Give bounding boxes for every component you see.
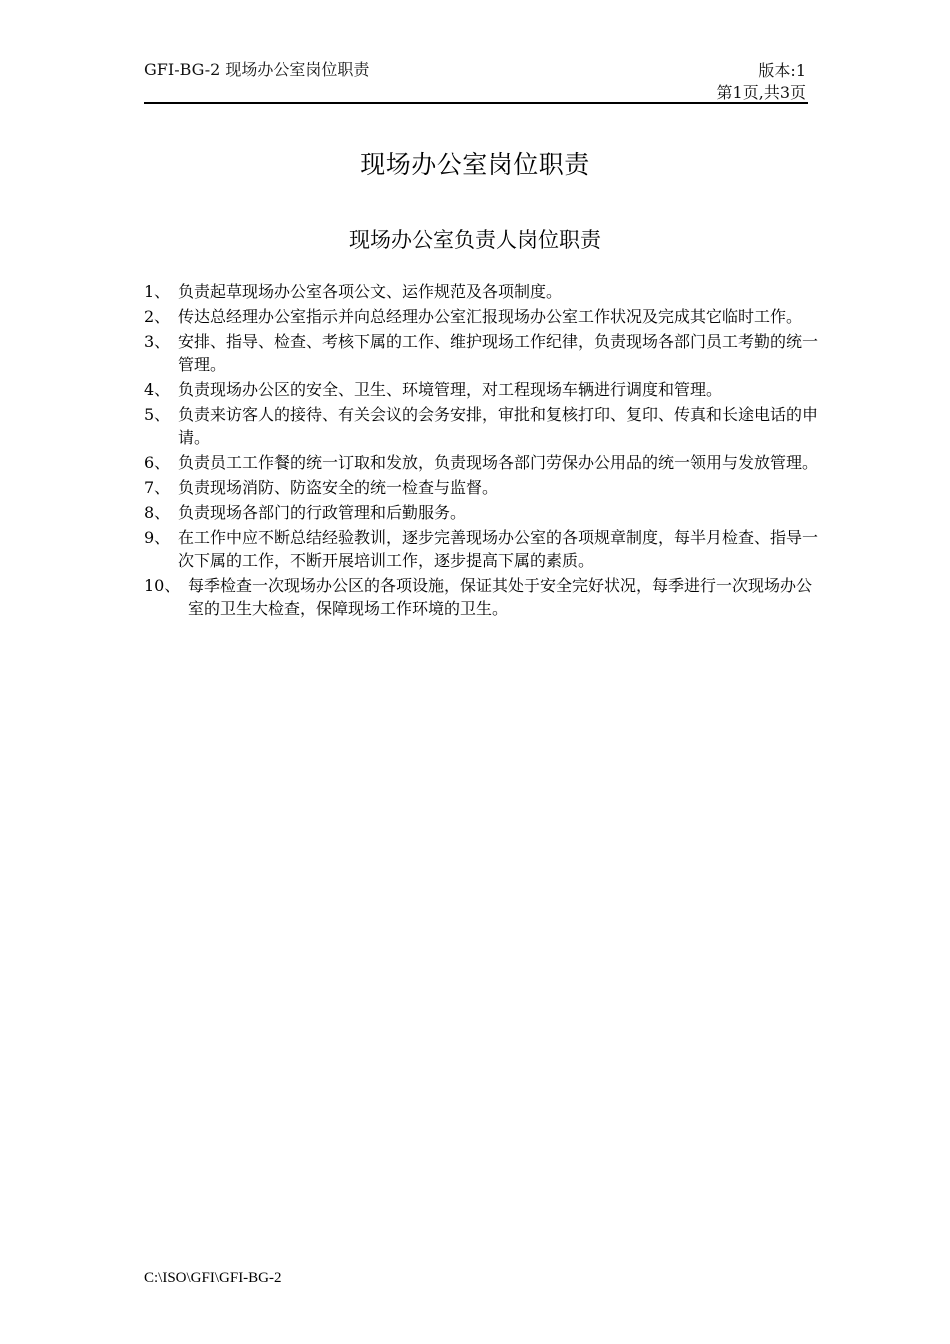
list-item bbox=[144, 526, 820, 572]
item-text: 负责现场办公区的安全、卫生、环境管理，对工程现场车辆进行调度和管理。 bbox=[178, 380, 723, 399]
version-label: 版本:1 bbox=[758, 61, 806, 80]
list-item bbox=[144, 501, 820, 524]
header-divider bbox=[144, 102, 808, 104]
list-item bbox=[144, 330, 820, 376]
item-text: 负责员工工作餐的统一订取和发放，负责现场各部门劳保办公用品的统一领用与发放管理。 bbox=[178, 453, 819, 472]
list-item bbox=[144, 451, 820, 474]
list-item bbox=[144, 378, 820, 401]
item-number: 5、 bbox=[144, 405, 171, 424]
item-number: 3、 bbox=[144, 332, 171, 351]
item-number: 8、 bbox=[144, 503, 171, 522]
item-text: 负责来访客人的接待、有关会议的会务安排，审批和复核打印、复印、传真和长途电话的申请。 bbox=[178, 405, 819, 447]
duty-list bbox=[144, 280, 820, 622]
list-item bbox=[144, 476, 820, 499]
list-item bbox=[144, 280, 820, 303]
item-text: 负责现场各部门的行政管理和后勤服务。 bbox=[178, 503, 467, 522]
item-number: 4、 bbox=[144, 380, 171, 399]
item-text: 负责起草现场办公室各项公文、运作规范及各项制度。 bbox=[178, 282, 563, 301]
item-text: 安排、指导、检查、考核下属的工作、维护现场工作纪律，负责现场各部门员工考勤的统一管理。 bbox=[178, 332, 819, 374]
list-item bbox=[144, 403, 820, 449]
item-number: 6、 bbox=[144, 453, 171, 472]
item-number: 9、 bbox=[144, 528, 171, 547]
page-info: 第1页,共3页 bbox=[716, 83, 806, 102]
footer-file-path: C:\ISO\GFI\GFI-BG-2 bbox=[144, 1270, 282, 1286]
item-text: 负责现场消防、防盗安全的统一检查与监督。 bbox=[178, 478, 499, 497]
item-number: 2、 bbox=[144, 307, 171, 326]
document-title: 现场办公室岗位职责 bbox=[360, 150, 590, 179]
header-meta bbox=[717, 60, 806, 104]
item-text: 在工作中应不断总结经验教训，逐步完善现场办公室的各项规章制度，每半月检查、指导一次下属的工作，不断开展培训工作，逐步提高下属的素质。 bbox=[178, 528, 819, 570]
header-doc-title: GFI-BG-2 现场办公室岗位职责 bbox=[144, 60, 370, 79]
list-item bbox=[144, 574, 820, 620]
item-number: 1、 bbox=[144, 282, 171, 301]
item-number: 7、 bbox=[144, 478, 171, 497]
item-number: 10、 bbox=[144, 576, 181, 595]
list-item bbox=[144, 305, 820, 328]
section-title: 现场办公室负责人岗位职责 bbox=[349, 228, 601, 252]
item-text: 传达总经理办公室指示并向总经理办公室汇报现场办公室工作状况及完成其它临时工作。 bbox=[178, 307, 803, 326]
item-text: 每季检查一次现场办公区的各项设施，保证其处于安全完好状况，每季进行一次现场办公室的卫生大检查，保障现场工作环境的卫生。 bbox=[188, 576, 813, 618]
